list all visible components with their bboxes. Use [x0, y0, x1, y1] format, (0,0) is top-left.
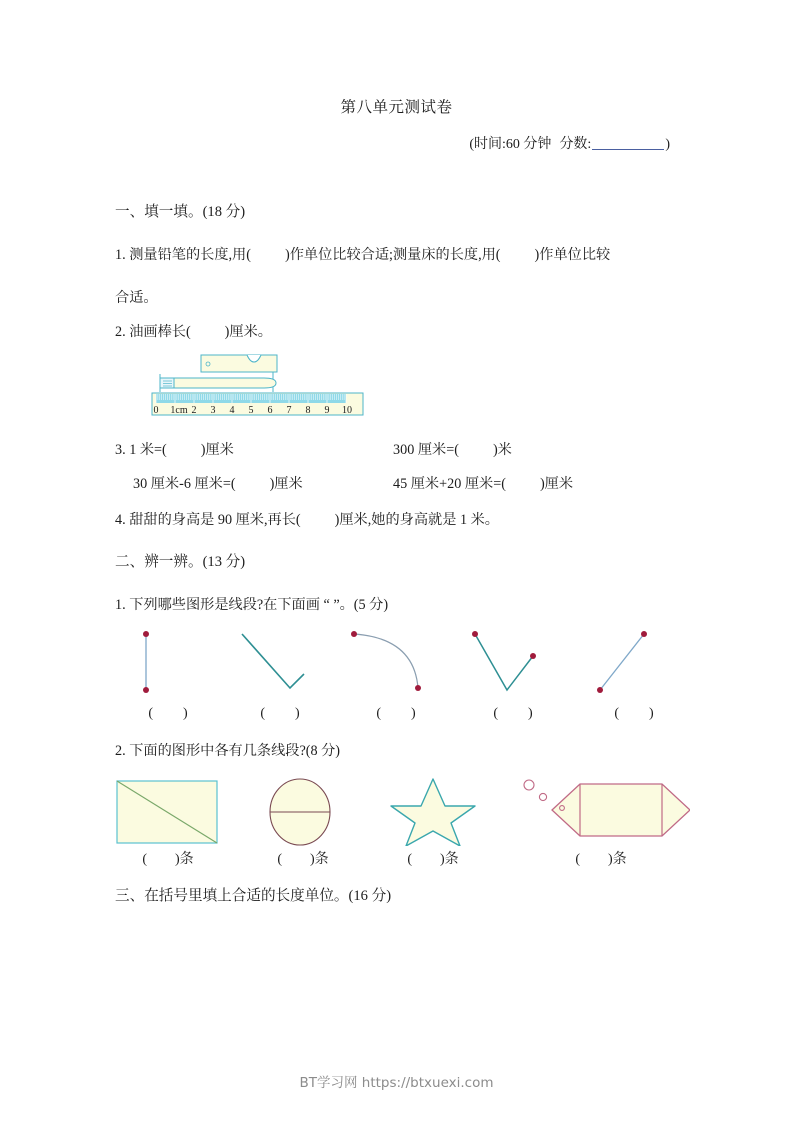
paren-open: ( — [277, 852, 282, 867]
paren-open: ( — [575, 852, 580, 867]
question-1-3-right — [393, 443, 512, 457]
question-1-2 — [115, 325, 272, 339]
q4-part-b: )厘米,她的身高就是 1 米。 — [334, 512, 499, 528]
exam-time-label: (时间:60 分钟 — [469, 137, 552, 152]
star-icon — [377, 776, 517, 846]
q2-part-b: )厘米。 — [224, 324, 272, 340]
line-segment-figure-row — [112, 622, 690, 722]
diagonal-segment-icon — [578, 622, 690, 702]
paren-close: )条 — [608, 852, 627, 867]
q1-part-a: 1. 测量铅笔的长度,用( — [115, 247, 251, 263]
question-1-3b-left — [133, 477, 303, 491]
paren-close: ) — [528, 706, 533, 721]
vertical-segment-icon — [112, 622, 224, 702]
oval-with-chord-icon — [248, 776, 388, 846]
svg-text:1cm: 1cm — [170, 405, 188, 416]
q3-right-a: 300 厘米=( — [393, 442, 459, 458]
answer-paren-2[interactable] — [224, 706, 336, 722]
shape-figure-1 — [112, 776, 262, 868]
footer-watermark: BT学习网 https://btxuexi.com — [299, 1075, 494, 1091]
shape-figure-3 — [377, 776, 517, 868]
paren-open: ( — [142, 852, 147, 867]
page-title: 第八单元测试卷 — [340, 99, 453, 116]
segment-figure-5 — [578, 622, 690, 722]
question-1-4 — [115, 513, 499, 527]
crayon-label-box — [201, 355, 277, 372]
q3b-left-b: )厘米 — [269, 476, 303, 492]
ruler-svg — [142, 352, 372, 418]
shape-answer-2[interactable] — [248, 848, 358, 868]
segment-figure-3 — [340, 622, 452, 722]
bent-polyline-icon — [224, 622, 336, 702]
svg-text:4: 4 — [229, 405, 235, 416]
curved-arc-icon — [340, 622, 452, 702]
svg-text:9: 9 — [324, 405, 330, 416]
question-1-3b-right — [393, 477, 573, 491]
q3-left-b: )厘米 — [200, 442, 234, 458]
svg-text:7: 7 — [286, 405, 292, 416]
paren-close: ) — [411, 706, 416, 721]
svg-text:2: 2 — [191, 405, 197, 416]
shape-answer-1[interactable] — [112, 848, 224, 868]
q2-part-a: 2. 油画棒长( — [115, 324, 191, 340]
q3b-left-a: 30 厘米-6 厘米=( — [133, 476, 236, 492]
rectangle-with-diagonal-icon — [112, 776, 262, 846]
answer-paren-3[interactable] — [340, 706, 452, 722]
q1-part-b: )作单位比较合适;测量床的长度,用( — [284, 247, 501, 263]
q1-part-c: )作单位比较 — [534, 247, 611, 263]
question-2-2-text: 2. 下面的图形中各有几条线段?(8 分) — [115, 743, 341, 759]
shape-figure-2 — [248, 776, 388, 868]
v-shape-icon — [457, 622, 569, 702]
paren-close: )条 — [310, 852, 329, 867]
ruler-body — [152, 393, 363, 416]
exam-score-label: 分数: — [559, 137, 592, 152]
shape-figure-row — [112, 776, 690, 868]
shape-figure-4 — [512, 776, 690, 868]
answer-paren-5[interactable] — [578, 706, 690, 722]
shape-answer-3[interactable] — [377, 848, 489, 868]
q3b-right-b: )厘米 — [539, 476, 574, 492]
paren-open: ( — [407, 852, 412, 867]
answer-paren-1[interactable] — [112, 706, 224, 722]
segment-figure-4 — [457, 622, 569, 722]
section-heading-3: 三、在括号里填上合适的长度单位。(16 分) — [115, 888, 392, 904]
section-heading-2: 二、辨一辨。(13 分) — [115, 554, 246, 570]
svg-text:3: 3 — [210, 405, 216, 416]
paren-open: ( — [376, 706, 381, 721]
section-heading-1: 一、填一填。(18 分) — [115, 204, 246, 220]
crayon-body — [160, 378, 276, 388]
question-1-1-line2: 合适。 — [115, 290, 158, 306]
svg-text:0: 0 — [153, 405, 159, 416]
paren-close: ) — [183, 706, 188, 721]
shape-answer-4[interactable] — [512, 848, 690, 868]
bubble-large — [524, 780, 534, 790]
q3-right-b: )米 — [492, 442, 512, 458]
segment-figure-2 — [224, 622, 336, 722]
paren-open: ( — [614, 706, 619, 721]
paren-open: ( — [260, 706, 265, 721]
answer-paren-4[interactable] — [457, 706, 569, 722]
question-1-3-left — [115, 443, 234, 457]
svg-text:5: 5 — [248, 405, 254, 416]
question-1-1-line1 — [115, 248, 610, 262]
q3-left-a: 3. 1 米=( — [115, 442, 167, 458]
paren-close: )条 — [175, 852, 194, 867]
ruler-illustration — [142, 352, 372, 418]
paren-open: ( — [493, 706, 498, 721]
svg-text:10: 10 — [342, 405, 352, 416]
svg-text:8: 8 — [305, 405, 311, 416]
segment-figure-1 — [112, 622, 224, 722]
score-blank[interactable] — [592, 136, 664, 150]
q3b-right-a: 45 厘米+20 厘米=( — [393, 476, 506, 492]
paren-close: ) — [295, 706, 300, 721]
q4-part-a: 4. 甜甜的身高是 90 厘米,再长( — [115, 512, 301, 528]
paren-close: )条 — [440, 852, 459, 867]
question-2-1-text: 1. 下列哪些图形是线段?在下面画 “ ”。(5 分) — [115, 597, 389, 613]
paren-close: ) — [649, 706, 654, 721]
bubble-small — [539, 793, 546, 800]
svg-text:6: 6 — [267, 405, 273, 416]
fish-hexagon-icon — [512, 776, 690, 846]
exam-meta — [469, 133, 670, 153]
meta-close-paren: ) — [665, 137, 670, 152]
paren-open: ( — [148, 706, 153, 721]
